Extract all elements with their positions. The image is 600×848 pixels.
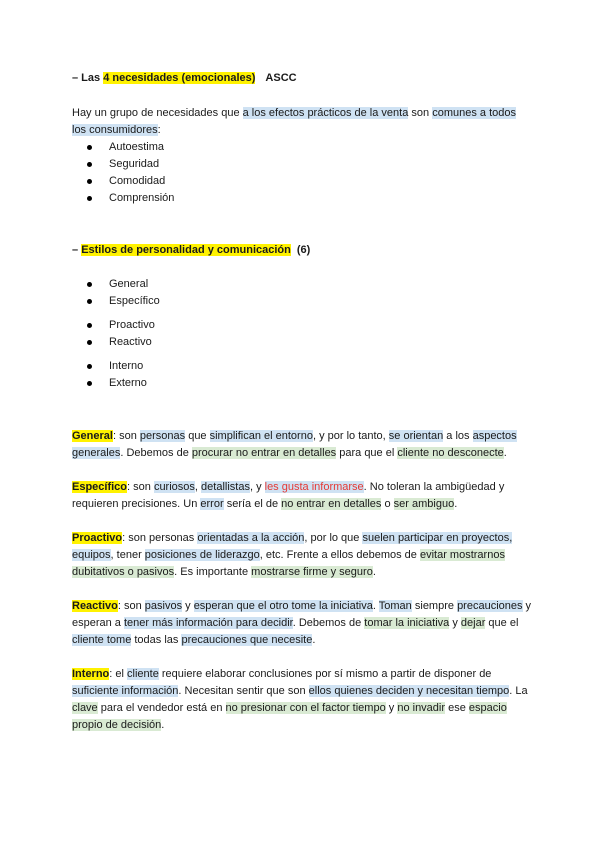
text-run: requiere elaborar conclusiones por sí mismo a partir de disponer de: [158, 668, 492, 680]
needs-list: [72, 139, 532, 207]
text-run: : son personas: [122, 532, 198, 544]
heading-tail: (6): [296, 244, 311, 256]
text-run: siempre: [411, 600, 458, 612]
highlight-run: tomar la iniciativa: [364, 617, 450, 629]
paragraph-proactivo: [72, 530, 532, 581]
text-run: . Es importante: [174, 566, 252, 578]
highlight-run: mostrarse firme y seguro: [251, 566, 373, 578]
text-run: .: [503, 447, 507, 459]
heading-highlight: Estilos de personalidad y comunicación: [81, 244, 291, 256]
text-run: .: [312, 634, 316, 646]
text-run: , por lo que: [304, 532, 363, 544]
text-run: : son: [112, 430, 140, 442]
highlight-run: error: [200, 498, 224, 510]
text-run: ,: [194, 481, 202, 493]
heading-dash: –: [72, 244, 82, 256]
highlight-run: pasivos: [144, 600, 183, 612]
text-run: .: [161, 719, 165, 731]
highlight-run: no invadir: [397, 702, 446, 714]
highlight-run: aspectos generales: [72, 430, 517, 459]
text-run: que el: [485, 617, 519, 629]
term-label: General: [72, 430, 113, 442]
highlight-run: Toman: [378, 600, 412, 612]
heading-tail: ASCC: [265, 72, 297, 84]
highlight-run: tener más información para decidir: [123, 617, 293, 629]
highlight-run: comunes a todos los consumidores: [72, 107, 516, 136]
list-item: Externo: [72, 375, 532, 392]
term-label: Reactivo: [72, 600, 118, 612]
highlight-run: suficiente información: [72, 685, 179, 697]
text-run: , etc. Frente a ellos debemos de: [259, 549, 420, 561]
term-label: Proactivo: [72, 532, 123, 544]
highlight-run: dejar: [460, 617, 486, 629]
text-run: sería el de: [223, 498, 282, 510]
highlight-run: ser ambiguo: [393, 498, 455, 510]
heading-highlight: 4 necesidades (emocionales): [103, 72, 256, 84]
highlight-run: curiosos: [153, 481, 195, 493]
text-run: para el vendedor está en: [97, 702, 226, 714]
styles-list: [72, 317, 532, 351]
highlight-run: personas: [139, 430, 186, 442]
text-run: y: [385, 702, 398, 714]
paragraph-general: [72, 428, 532, 462]
text-run: . Debemos de: [292, 617, 365, 629]
highlight-run: ellos quienes deciden y necesitan tiempo: [308, 685, 510, 697]
text-run: , tener: [110, 549, 145, 561]
highlight-run: procurar no entrar en detalles: [191, 447, 337, 459]
text-run: . Necesitan sentir que son: [178, 685, 309, 697]
styles-list: [72, 358, 532, 392]
text-run: son: [408, 107, 433, 119]
highlight-run: no presionar con el factor tiempo: [225, 702, 386, 714]
styles-list-block: [72, 276, 532, 392]
highlight-run: les gusta informarse: [264, 481, 364, 493]
list-item: Comodidad: [72, 173, 532, 190]
text-run: Hay un grupo de necesidades que: [72, 107, 243, 119]
highlight-run: cliente: [127, 668, 159, 680]
text-run: , y por lo tanto,: [312, 430, 389, 442]
text-run: y esperan a: [72, 600, 532, 629]
text-run: a los: [443, 430, 473, 442]
highlight-run: se orientan: [388, 430, 444, 442]
list-item: Comprensión: [72, 190, 532, 207]
list-item: Reactivo: [72, 334, 532, 351]
list-item: Interno: [72, 358, 532, 375]
heading-dash: – Las: [72, 72, 104, 84]
text-run: todas las: [131, 634, 182, 646]
text-run: . Debemos de: [120, 447, 192, 459]
paragraph-reactivo: [72, 598, 532, 649]
highlight-run: detallistas: [201, 481, 250, 493]
text-run: que: [185, 430, 210, 442]
highlight-run: a los efectos prácticos de la venta: [242, 107, 409, 119]
highlight-run: precauciones que necesite: [181, 634, 313, 646]
text-run: o: [381, 498, 394, 510]
styles-list: [72, 276, 532, 310]
text-run: .: [372, 600, 379, 612]
text-run: : el: [109, 668, 128, 680]
text-run: : son: [117, 600, 145, 612]
text-run: . No toleran la ambigüedad y requieren precisiones. Un: [72, 481, 505, 510]
text-run: . La: [509, 685, 528, 697]
highlight-run: cliente no desconecte: [397, 447, 504, 459]
text-run: para que el: [336, 447, 398, 459]
highlight-run: no entrar en detalles: [281, 498, 382, 510]
list-item: Seguridad: [72, 156, 532, 173]
highlight-run: posiciones de liderazgo: [144, 549, 260, 561]
text-run: y: [182, 600, 194, 612]
highlight-run: simplifican el entorno: [209, 430, 313, 442]
term-label: Específico: [72, 481, 128, 493]
list-item: General: [72, 276, 532, 293]
section-heading-estilos: [72, 242, 532, 259]
text-run: : son: [127, 481, 154, 493]
paragraph-especifico: [72, 479, 532, 513]
paragraph-interno: [72, 666, 532, 734]
list-item: Proactivo: [72, 317, 532, 334]
highlight-run: clave: [72, 702, 98, 714]
highlight-run: precauciones: [457, 600, 523, 612]
highlight-run: espacio propio de decisión: [72, 702, 507, 731]
list-item: Autoestima: [72, 139, 532, 156]
intro-paragraph: [72, 105, 532, 207]
text-run: .: [454, 498, 458, 510]
highlight-run: evitar mostrarnos dubitativos o pasivos: [72, 549, 505, 578]
highlight-run: suelen participar en proyectos, equipos: [72, 532, 513, 561]
term-label: Interno: [72, 668, 110, 680]
highlight-run: orientadas a la acción: [197, 532, 305, 544]
highlight-run: esperan que el otro tome la iniciativa: [193, 600, 373, 612]
text-run: :: [157, 124, 161, 136]
section-heading-necesidades: [72, 70, 532, 87]
text-run: , y: [249, 481, 265, 493]
text-run: y: [449, 617, 461, 629]
list-item: Específico: [72, 293, 532, 310]
text-run: ese: [445, 702, 469, 714]
highlight-run: cliente tome: [72, 634, 132, 646]
text-run: .: [372, 566, 376, 578]
